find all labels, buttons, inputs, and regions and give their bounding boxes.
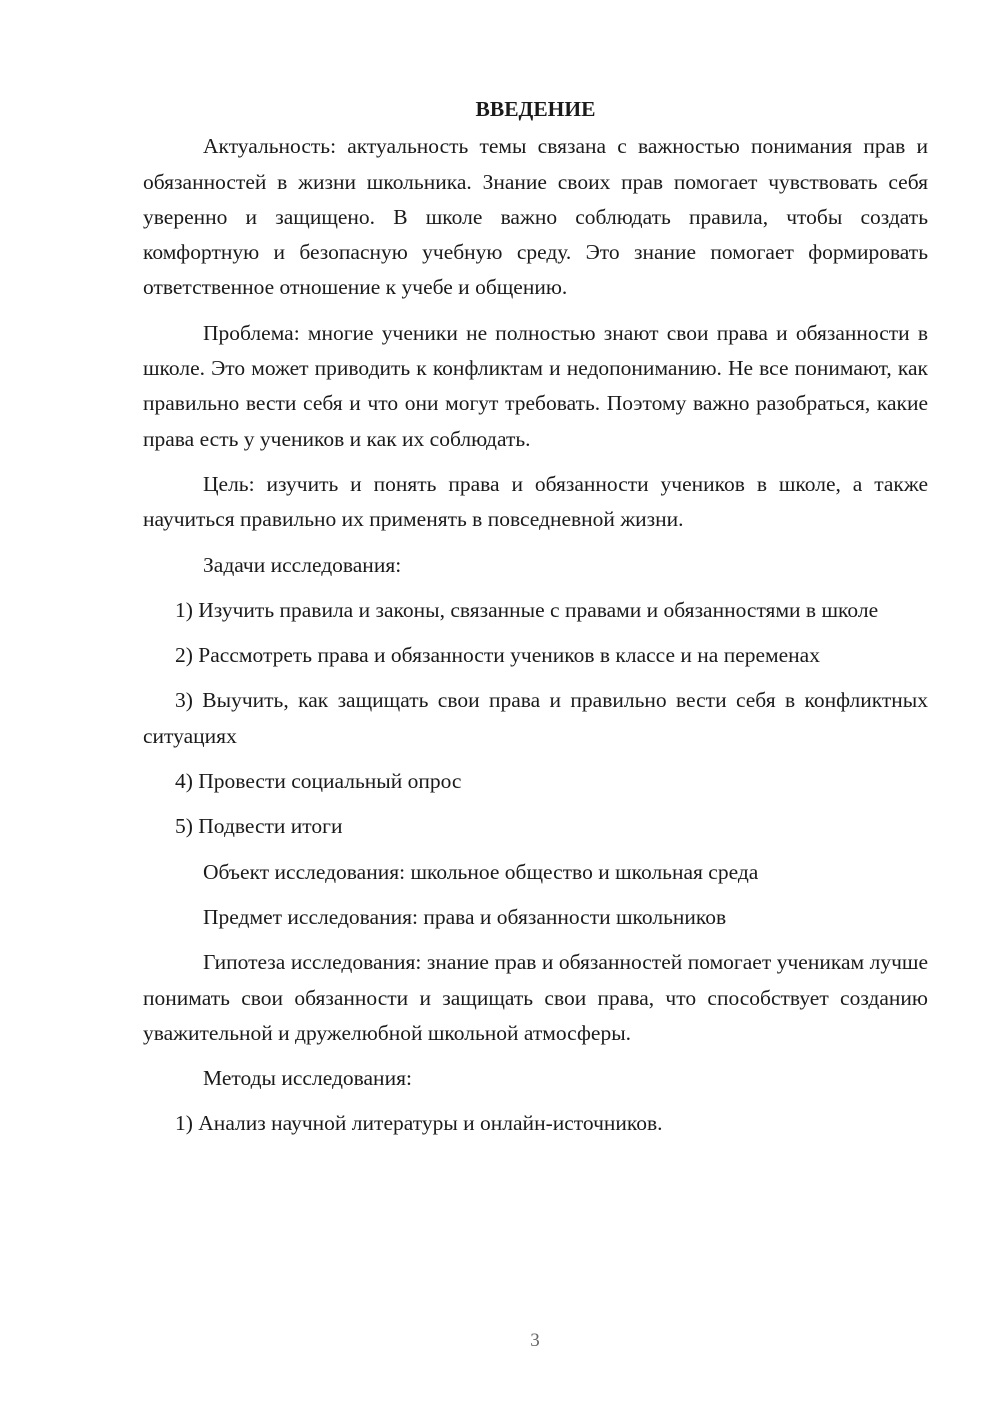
paragraph-goal: Цель: изучить и понять права и обязанности учеников в школе, а также научиться правильно их применять в повседневной жизни. — [143, 471, 928, 532]
section-title: ВВЕДЕНИЕ — [475, 97, 596, 121]
task-item-5: 5) Подвести итоги — [175, 814, 343, 839]
paragraph-object: Объект исследования: школьное общество и школьная среда — [203, 859, 759, 884]
paragraph-relevance: Актуальность: актуальность темы связана с важностью понимания прав и обязанностей в жизни школьника. Знание своих прав помогает чувствовать себя уверенно и защищено. В школе важно соблюдать правила, чтобы создать комфортную и безопасную учебную среду. Это знание помогает формировать ответственное отношение к учебе и общению. — [143, 134, 928, 300]
task-item-4: 4) Провести социальный опрос — [175, 769, 462, 794]
methods-heading: Методы исследования: — [203, 1066, 412, 1091]
paragraph-problem: Проблема: многие ученики не полностью знают свои права и обязанности в школе. Это может приводить к конфликтам и недопониманию. Не все понимают, как правильно вести себя и что они могут требовать. Поэтому важно разобраться, какие права есть у учеников и как их соблюдать. — [143, 320, 928, 451]
paragraph-hypothesis: Гипотеза исследования: знание прав и обязанностей помогает ученикам лучше понимать свои обязанности и защищать свои права, что способствует созданию уважительной и дружелюбной школьной атмосферы. — [143, 950, 928, 1045]
tasks-heading: Задачи исследования: — [203, 552, 402, 577]
page-number: 3 — [530, 1330, 540, 1351]
paragraph-subject: Предмет исследования: права и обязанности школьников — [203, 904, 727, 929]
task-item-3: 3) Выучить, как защищать свои права и правильно вести себя в конфликтных ситуациях — [143, 688, 928, 748]
task-item-1: 1) Изучить правила и законы, связанные с правами и обязанностями в школе — [175, 597, 879, 622]
method-item-1: 1) Анализ научной литературы и онлайн-источников. — [175, 1111, 663, 1136]
document-page — [143, 92, 928, 1152]
task-item-2: 2) Рассмотреть права и обязанности учеников в классе и на переменах — [175, 643, 820, 668]
